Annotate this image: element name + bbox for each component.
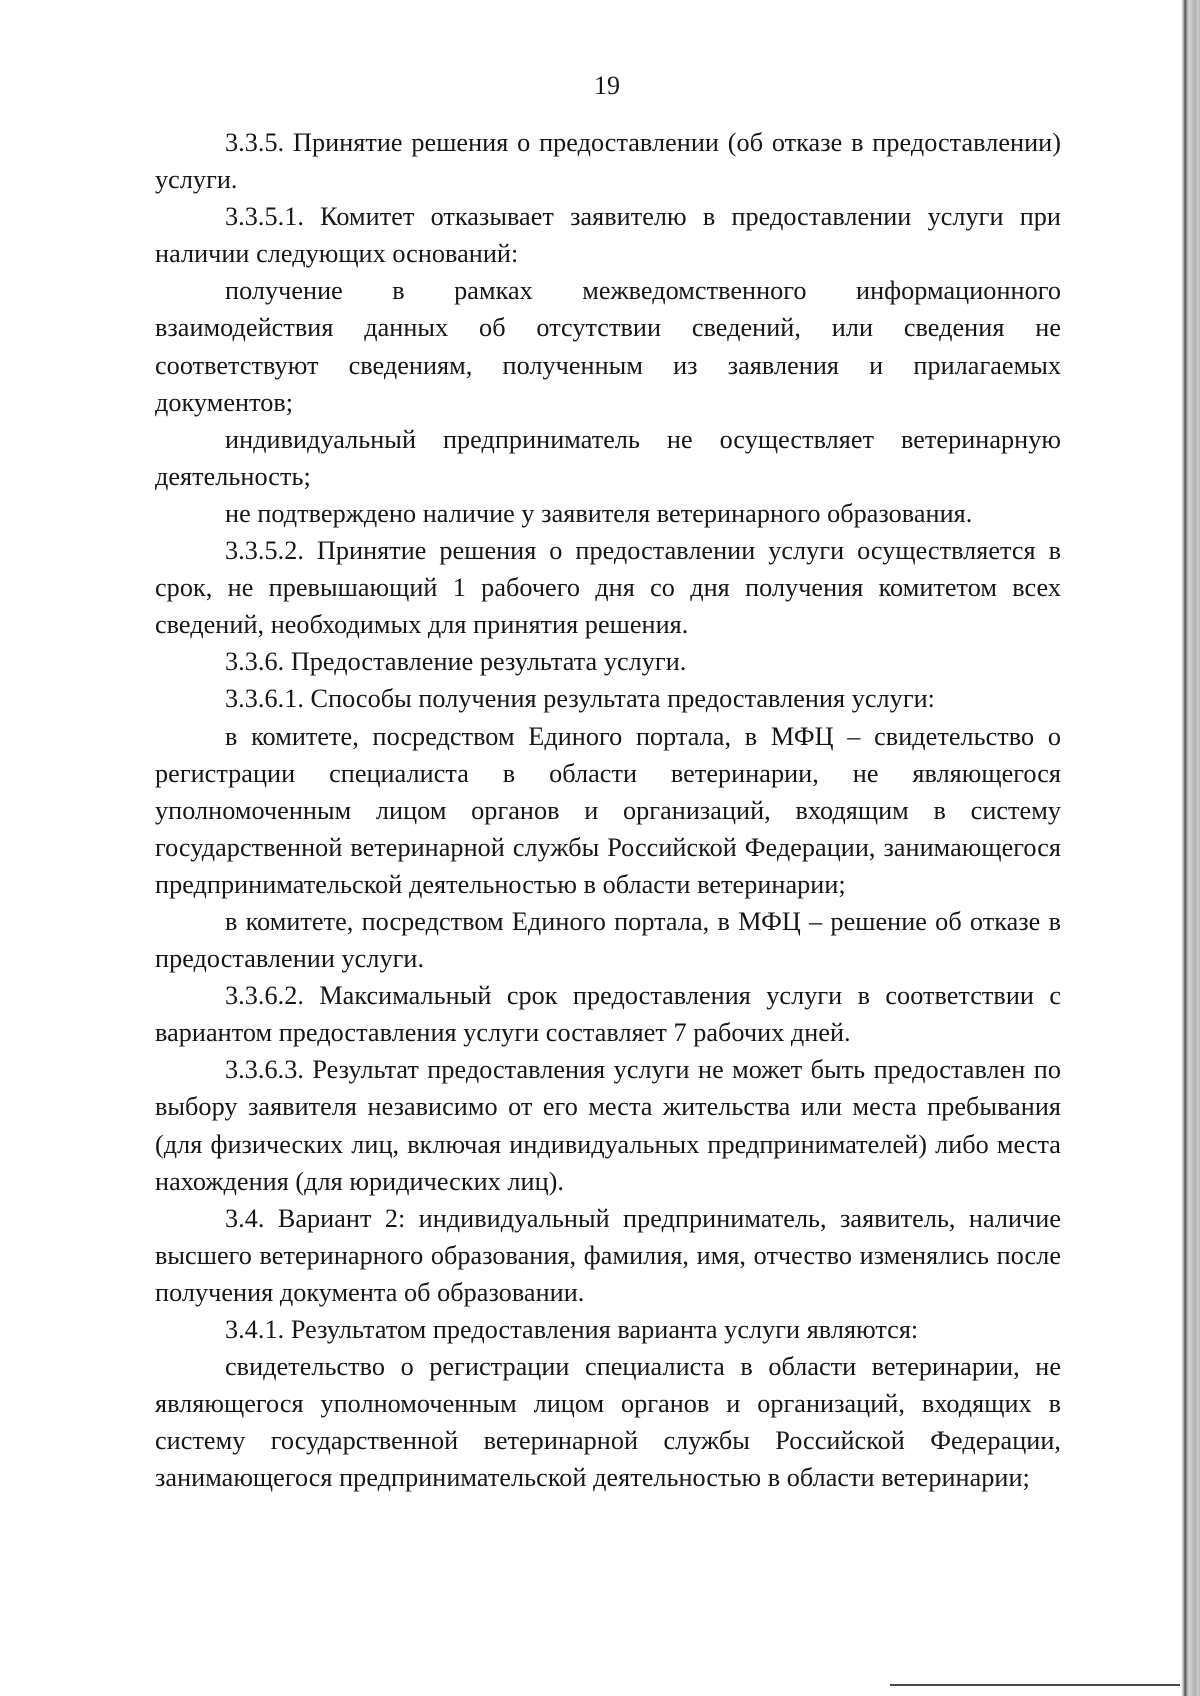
paragraph: не подтверждено наличие у заявителя ветеринарного образования. — [225, 498, 973, 528]
paragraph: в комитете, посредством Единого портала, в МФЦ – свидетельство о регистрации специалиста в области ветеринарии, не являющегося уполномоченным лицом органов и организаций, входящим в систему государственной ветеринарной службы Российской Федерации, занимающегося предпринимательской деятельностью в области ветеринарии; — [155, 721, 1061, 899]
paragraph: 3.3.6.1. Способы получения результата предоставления услуги: — [225, 684, 935, 714]
paragraph: индивидуальный предприниматель не осуществляет ветеринарную деятельность; — [155, 424, 1061, 491]
paragraph: 3.3.6.3. Результат предоставления услуги не может быть предоставлен по выбору заявителя независимо от его места жительства или места пребывания (для физических лиц, включая индивидуальных предпринимателей) либо места нахождения (для юридических лиц). — [155, 1055, 1061, 1196]
paragraph: 3.3.5.1. Комитет отказывает заявителю в предоставлении услуги при наличии следующих оснований: — [155, 202, 1061, 269]
paragraph: 3.3.6.2. Максимальный срок предоставления услуги в соответствии с вариантом предоставления услуги составляет 7 рабочих дней. — [155, 981, 1061, 1048]
scan-bottom-line — [890, 1684, 1180, 1686]
paragraph: 3.4.1. Результатом предоставления варианта услуги являются: — [225, 1315, 919, 1344]
page-number: 19 — [594, 71, 620, 100]
paragraph: в комитете, посредством Единого портала, в МФЦ – решение об отказе в предоставлении услуги. — [155, 906, 1061, 974]
paragraph: 3.3.6. Предоставление результата услуги. — [225, 647, 687, 677]
paragraph: получение в рамках межведомственного информационного взаимодействия данных об отсутствии сведений, или сведения не соответствуют сведениям, полученным из заявления и прилагаемых документов; — [155, 276, 1061, 417]
document-body — [155, 124, 1061, 1496]
paragraph: 3.3.5.2. Принятие решения о предоставлении услуги осуществляется в срок, не превышающий 1 рабочего дня со дня получения комитетом всех сведений, необходимых для принятия решения. — [155, 536, 1061, 640]
paragraph: 3.3.5. Принятие решения о предоставлении (об отказе в предоставлении) услуги. — [155, 128, 1061, 195]
paragraph: 3.4. Вариант 2: индивидуальный предприниматель, заявитель, наличие высшего ветеринарного образования, фамилия, имя, отчество изменялись после получения документа об образовании. — [155, 1203, 1061, 1307]
paragraph: свидетельство о регистрации специалиста в области ветеринарии, не являющегося уполномоченным лицом органов и организаций, входящих в систему государственной ветеринарной службы Российской Федерации, занимающегося предпринимательской деятельностью в области ветеринарии; — [155, 1352, 1061, 1493]
scan-edge-shadow — [1174, 0, 1200, 1696]
